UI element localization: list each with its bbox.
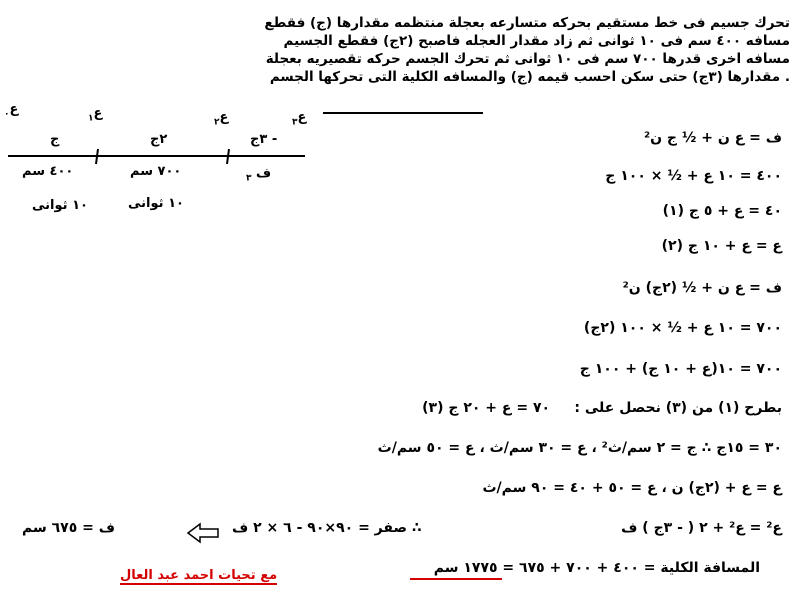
equation-7: ٧٠٠ = ١٠(ع + ١٠ ج) + ١٠٠ ج xyxy=(579,361,782,377)
author-credit: مع تحيات احمد عبد العال xyxy=(120,568,278,583)
problem-line-4: . مقدارها (٣ج) حتى سكن احسب قيمه (ج) والمسافه الكلية التى تحركها الجسم xyxy=(269,69,790,85)
equation-8: بطرح (١) من (٣) نحصل على : ٧٠ = ع + ٢٠ ج (٣) xyxy=(422,400,782,416)
equation-3: ٤٠ = ع + ٥ ج (١) xyxy=(662,203,782,219)
tick-mark-2 xyxy=(227,149,229,164)
total-underline xyxy=(410,578,502,580)
equation-8-note: بطرح (١) من (٣) نحصل على : xyxy=(574,400,782,416)
tick-mark-1 xyxy=(96,149,98,164)
acceleration-3-label: - ٣ج xyxy=(250,132,278,147)
motion-diagram xyxy=(0,100,320,240)
velocity-2-label: ع$_٢$ xyxy=(214,110,229,128)
time-1-label: ١٠ ثوانى xyxy=(32,198,88,213)
problem-line-2: مسافه ٤٠٠ سم فى ١٠ ثوانى ثم زاد مقدار العجله فاصبح (٢ج) فقطع الجسيم xyxy=(283,33,790,49)
acceleration-2-label: ٢ج xyxy=(150,132,168,147)
distance-3-label: ف $_٣$ xyxy=(246,166,272,184)
equation-11-right: ع² = ع² + ٢ ( - ٣ج ) ف xyxy=(621,520,782,536)
velocity-0-label: ع$_٠$ xyxy=(4,102,19,120)
equation-10: ع = ع + (٢ج) ن ، ع = ٥٠ + ٤٠ = ٩٠ سم/ث xyxy=(482,480,782,496)
velocity-3-label: ع$_٣$ xyxy=(292,110,307,128)
time-2-label: ١٠ ثوانى xyxy=(128,196,184,211)
problem-line-1: تحرك جسيم فى خط مستقيم بحركه متسارعه بعجلة منتظمه مقدارها (ج) فقطع xyxy=(264,15,790,31)
problem-line-3: مسافه اخرى قدرها ٧٠٠ سم فى ١٠ ثوانى ثم تحرك الجسم حركه تقصيريه بعجلة xyxy=(265,51,790,67)
problem-statement xyxy=(264,14,790,86)
equation-9: ٣٠ = ١٥ج ∴ ج = ٢ سم/ث² ، ع = ٣٠ سم/ث ، ع = ٥٠ سم/ث xyxy=(377,440,782,456)
equation-4: ع = ع + ١٠ ج (٢) xyxy=(661,238,782,254)
equation-11-left: ف = ٦٧٥ سم xyxy=(22,520,116,536)
equation-6: ٧٠٠ = ١٠ ع + ½ × ١٠٠ (٢ج) xyxy=(583,320,782,336)
equation-5: ف = ع ن + ½ (٢ج) ن² xyxy=(622,280,782,296)
acceleration-1-label: ج xyxy=(50,132,60,147)
equation-2: ٤٠٠ = ١٠ ع + ½ × ١٠٠ ج xyxy=(605,168,782,184)
problem-underline xyxy=(323,112,483,114)
equation-1: ف = ع ن + ½ ج ن² xyxy=(643,130,782,146)
distance-1-label: ٤٠٠ سم xyxy=(22,164,74,179)
arrow-left-icon xyxy=(186,522,220,544)
total-distance: المسافة الكلية = ٤٠٠ + ٧٠٠ + ٦٧٥ = ١٧٧٥ سم xyxy=(433,560,760,576)
distance-2-label: ٧٠٠ سم xyxy=(130,164,182,179)
velocity-1-label: ع$_١$ xyxy=(88,106,103,124)
equation-11-mid: ∴ صفر = ٩٠×٩٠ - ٦ × ٢ ف xyxy=(232,520,422,536)
